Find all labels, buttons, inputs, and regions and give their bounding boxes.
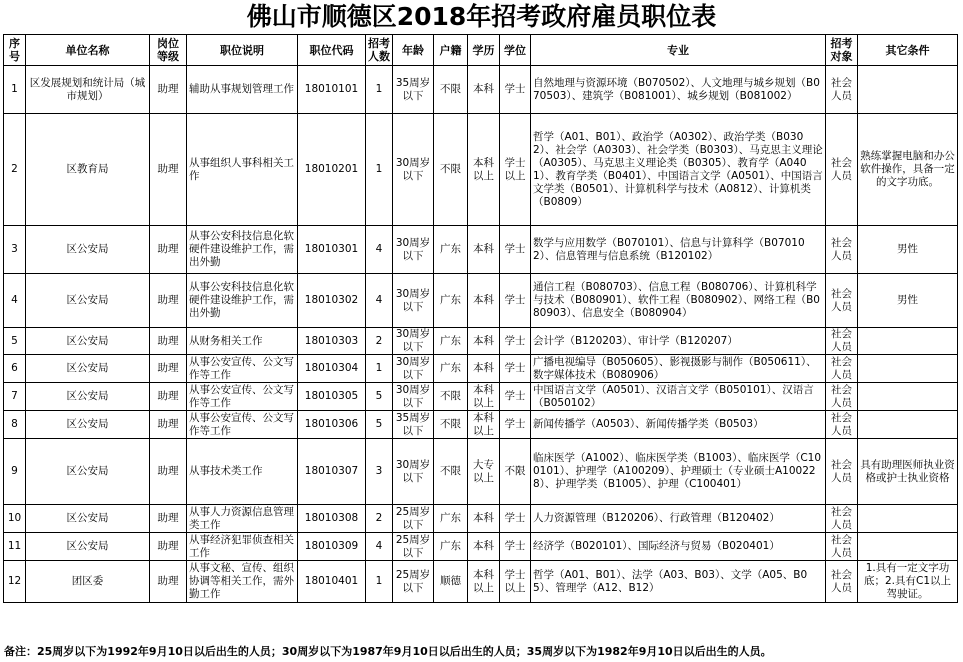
education: 本科 <box>468 274 500 328</box>
position-level: 助理 <box>150 114 187 226</box>
header-cell: 序号 <box>4 35 26 66</box>
row-number: 5 <box>4 328 26 355</box>
positions-table <box>3 34 958 603</box>
age-limit: 30周岁以下 <box>393 274 434 328</box>
position-description: 从事技术类工作 <box>187 439 298 505</box>
header-cell: 单位名称 <box>26 35 150 66</box>
header-row <box>4 35 958 66</box>
position-description: 从事公安宣传、公文写作等工作 <box>187 355 298 383</box>
header-cell: 招考人数 <box>366 35 393 66</box>
degree: 不限 <box>500 439 531 505</box>
unit-name: 区公安局 <box>26 383 150 411</box>
recruit-count: 3 <box>366 439 393 505</box>
degree: 学士 <box>500 505 531 533</box>
row-number: 7 <box>4 383 26 411</box>
hukou: 广东 <box>434 226 468 274</box>
recruit-count: 2 <box>366 328 393 355</box>
position-level: 助理 <box>150 561 187 603</box>
other-conditions <box>858 355 958 383</box>
education: 本科以上 <box>468 383 500 411</box>
education: 本科 <box>468 226 500 274</box>
hukou: 不限 <box>434 383 468 411</box>
position-level: 助理 <box>150 533 187 561</box>
table-row <box>4 226 958 274</box>
row-number: 12 <box>4 561 26 603</box>
row-number: 3 <box>4 226 26 274</box>
major: 广播电视编导（B050605）、影视摄影与制作（B050611）、数字媒体技术（B080906） <box>531 355 826 383</box>
age-limit: 30周岁以下 <box>393 383 434 411</box>
header-cell: 招考对象 <box>826 35 858 66</box>
other-conditions: 具有助理医师执业资格或护士执业资格 <box>858 439 958 505</box>
major: 哲学（A01、B01）、政治学（A0302）、政治学类（B0302）、社会学（A0303）、社会学类（B0303）、马克思主义理论（A0305）、马克思主义理论类（B0305）、教育学（A0401）、教育学类（B0401）、中国语言文学（A0501）、中国语言文学类（B0501）、计算机科学与技术（A0812）、计算机类（B0809） <box>531 114 826 226</box>
unit-name: 团区委 <box>26 561 150 603</box>
footnote: 备注：25周岁以下为1992年9月10日以后出生的人员；30周岁以下为1987年9月10日以后出生的人员；35周岁以下为1982年9月10日以后出生的人员。 <box>4 645 772 658</box>
position-level: 助理 <box>150 505 187 533</box>
table-row <box>4 66 958 114</box>
table-row <box>4 274 958 328</box>
unit-name: 区发展规划和统计局（城市规划） <box>26 66 150 114</box>
unit-name: 区公安局 <box>26 355 150 383</box>
age-limit: 35周岁以下 <box>393 66 434 114</box>
table-row <box>4 533 958 561</box>
education: 本科以上 <box>468 561 500 603</box>
major: 通信工程（B080703）、信息工程（B080706）、计算机科学与技术（B080901）、软件工程（B080902）、网络工程（B080903）、信息安全（B080904） <box>531 274 826 328</box>
row-number: 2 <box>4 114 26 226</box>
other-conditions: 男性 <box>858 226 958 274</box>
position-description: 从财务相关工作 <box>187 328 298 355</box>
position-description: 从事经济犯罪侦查相关工作 <box>187 533 298 561</box>
header-cell: 学位 <box>500 35 531 66</box>
header-cell: 专业 <box>531 35 826 66</box>
other-conditions: 1.具有一定文字功底；2.具有C1以上驾驶证。 <box>858 561 958 603</box>
position-level: 助理 <box>150 411 187 439</box>
recruit-target: 社会人员 <box>826 66 858 114</box>
recruit-target: 社会人员 <box>826 328 858 355</box>
position-description: 从事文秘、宣传、组织协调等相关工作，需外勤工作 <box>187 561 298 603</box>
education: 本科 <box>468 355 500 383</box>
major: 哲学（A01、B01）、法学（A03、B03）、文学（A05、B05）、管理学（A12、B12） <box>531 561 826 603</box>
header-cell: 其它条件 <box>858 35 958 66</box>
other-conditions <box>858 328 958 355</box>
header-cell: 户籍 <box>434 35 468 66</box>
major: 人力资源管理（B120206）、行政管理（B120402） <box>531 505 826 533</box>
unit-name: 区公安局 <box>26 328 150 355</box>
age-limit: 25周岁以下 <box>393 533 434 561</box>
recruit-count: 4 <box>366 533 393 561</box>
position-code: 18010201 <box>298 114 366 226</box>
recruit-count: 5 <box>366 383 393 411</box>
age-limit: 35周岁以下 <box>393 411 434 439</box>
recruit-count: 2 <box>366 505 393 533</box>
table-row <box>4 355 958 383</box>
position-description: 从事公安科技信息化软硬件建设维护工作，需出外勤 <box>187 226 298 274</box>
recruit-target: 社会人员 <box>826 355 858 383</box>
position-description: 从事公安科技信息化软硬件建设维护工作，需出外勤 <box>187 274 298 328</box>
other-conditions <box>858 533 958 561</box>
header-cell: 岗位等级 <box>150 35 187 66</box>
recruit-count: 1 <box>366 114 393 226</box>
hukou: 不限 <box>434 439 468 505</box>
hukou: 不限 <box>434 66 468 114</box>
recruit-count: 1 <box>366 561 393 603</box>
age-limit: 25周岁以下 <box>393 505 434 533</box>
recruit-count: 4 <box>366 274 393 328</box>
position-description: 辅助从事规划管理工作 <box>187 66 298 114</box>
position-code: 18010401 <box>298 561 366 603</box>
unit-name: 区教育局 <box>26 114 150 226</box>
position-code: 18010307 <box>298 439 366 505</box>
row-number: 6 <box>4 355 26 383</box>
header-cell: 学历 <box>468 35 500 66</box>
degree: 学士 <box>500 533 531 561</box>
position-level: 助理 <box>150 274 187 328</box>
row-number: 8 <box>4 411 26 439</box>
other-conditions: 熟练掌握电脑和办公软件操作，具备一定的文字功底。 <box>858 114 958 226</box>
row-number: 11 <box>4 533 26 561</box>
age-limit: 30周岁以下 <box>393 226 434 274</box>
other-conditions <box>858 505 958 533</box>
position-level: 助理 <box>150 328 187 355</box>
recruit-target: 社会人员 <box>826 561 858 603</box>
position-level: 助理 <box>150 383 187 411</box>
recruit-target: 社会人员 <box>826 226 858 274</box>
major: 中国语言文学（A0501）、汉语言文学（B050101）、汉语言（B050102） <box>531 383 826 411</box>
degree: 学士以上 <box>500 561 531 603</box>
position-level: 助理 <box>150 439 187 505</box>
position-code: 18010304 <box>298 355 366 383</box>
table-row <box>4 328 958 355</box>
degree: 学士 <box>500 66 531 114</box>
header-cell: 年龄 <box>393 35 434 66</box>
row-number: 9 <box>4 439 26 505</box>
table-row <box>4 411 958 439</box>
recruit-count: 4 <box>366 226 393 274</box>
recruit-target: 社会人员 <box>826 274 858 328</box>
recruit-target: 社会人员 <box>826 411 858 439</box>
position-code: 18010309 <box>298 533 366 561</box>
unit-name: 区公安局 <box>26 226 150 274</box>
degree: 学士 <box>500 226 531 274</box>
major: 会计学（B120203）、审计学（B120207） <box>531 328 826 355</box>
header-cell: 职位代码 <box>298 35 366 66</box>
row-number: 1 <box>4 66 26 114</box>
recruit-count: 1 <box>366 66 393 114</box>
other-conditions <box>858 66 958 114</box>
unit-name: 区公安局 <box>26 411 150 439</box>
education: 本科 <box>468 505 500 533</box>
position-description: 从事公安宣传、公文写作等工作 <box>187 411 298 439</box>
degree: 学士 <box>500 411 531 439</box>
unit-name: 区公安局 <box>26 439 150 505</box>
recruit-target: 社会人员 <box>826 505 858 533</box>
header-cell: 职位说明 <box>187 35 298 66</box>
recruit-count: 5 <box>366 411 393 439</box>
position-code: 18010101 <box>298 66 366 114</box>
degree: 学士 <box>500 355 531 383</box>
degree: 学士 <box>500 383 531 411</box>
hukou: 不限 <box>434 114 468 226</box>
unit-name: 区公安局 <box>26 533 150 561</box>
hukou: 广东 <box>434 533 468 561</box>
hukou: 广东 <box>434 505 468 533</box>
table-row <box>4 383 958 411</box>
position-level: 助理 <box>150 226 187 274</box>
age-limit: 30周岁以下 <box>393 355 434 383</box>
age-limit: 30周岁以下 <box>393 328 434 355</box>
recruit-target: 社会人员 <box>826 383 858 411</box>
education: 大专以上 <box>468 439 500 505</box>
page-title: 佛山市顺德区2018年招考政府雇员职位表 <box>246 2 717 31</box>
recruit-count: 1 <box>366 355 393 383</box>
position-level: 助理 <box>150 66 187 114</box>
table-row <box>4 439 958 505</box>
degree: 学士 <box>500 328 531 355</box>
row-number: 10 <box>4 505 26 533</box>
education: 本科以上 <box>468 411 500 439</box>
education: 本科 <box>468 66 500 114</box>
other-conditions <box>858 411 958 439</box>
degree: 学士以上 <box>500 114 531 226</box>
major: 临床医学（A1002）、临床医学类（B1003）、临床医学（C100101）、护理学（A100209）、护理硕士（专业硕士A100228）、护理学类（B1005）、护理（C100401） <box>531 439 826 505</box>
recruit-target: 社会人员 <box>826 439 858 505</box>
hukou: 广东 <box>434 328 468 355</box>
table-row <box>4 505 958 533</box>
unit-name: 区公安局 <box>26 274 150 328</box>
education: 本科以上 <box>468 114 500 226</box>
position-code: 18010306 <box>298 411 366 439</box>
position-code: 18010305 <box>298 383 366 411</box>
position-code: 18010308 <box>298 505 366 533</box>
major: 数学与应用数学（B070101）、信息与计算科学（B070102）、信息管理与信息系统（B120102） <box>531 226 826 274</box>
hukou: 顺德 <box>434 561 468 603</box>
education: 本科 <box>468 328 500 355</box>
hukou: 不限 <box>434 411 468 439</box>
position-description: 从事人力资源信息管理类工作 <box>187 505 298 533</box>
position-description: 从事公安宣传、公文写作等工作 <box>187 383 298 411</box>
major: 自然地理与资源环境（B070502）、人文地理与城乡规划（B070503）、建筑学（B081001）、城乡规划（B081002） <box>531 66 826 114</box>
other-conditions: 男性 <box>858 274 958 328</box>
hukou: 广东 <box>434 274 468 328</box>
position-code: 18010302 <box>298 274 366 328</box>
age-limit: 30周岁以下 <box>393 439 434 505</box>
table-row <box>4 114 958 226</box>
education: 本科 <box>468 533 500 561</box>
age-limit: 30周岁以下 <box>393 114 434 226</box>
position-code: 18010301 <box>298 226 366 274</box>
major: 经济学（B020101）、国际经济与贸易（B020401） <box>531 533 826 561</box>
recruit-target: 社会人员 <box>826 533 858 561</box>
position-description: 从事组织人事科相关工作 <box>187 114 298 226</box>
row-number: 4 <box>4 274 26 328</box>
degree: 学士 <box>500 274 531 328</box>
other-conditions <box>858 383 958 411</box>
major: 新闻传播学（A0503）、新闻传播学类（B0503） <box>531 411 826 439</box>
hukou: 广东 <box>434 355 468 383</box>
table-body <box>4 66 958 603</box>
position-code: 18010303 <box>298 328 366 355</box>
unit-name: 区公安局 <box>26 505 150 533</box>
position-level: 助理 <box>150 355 187 383</box>
recruit-target: 社会人员 <box>826 114 858 226</box>
table-row <box>4 561 958 603</box>
age-limit: 25周岁以下 <box>393 561 434 603</box>
